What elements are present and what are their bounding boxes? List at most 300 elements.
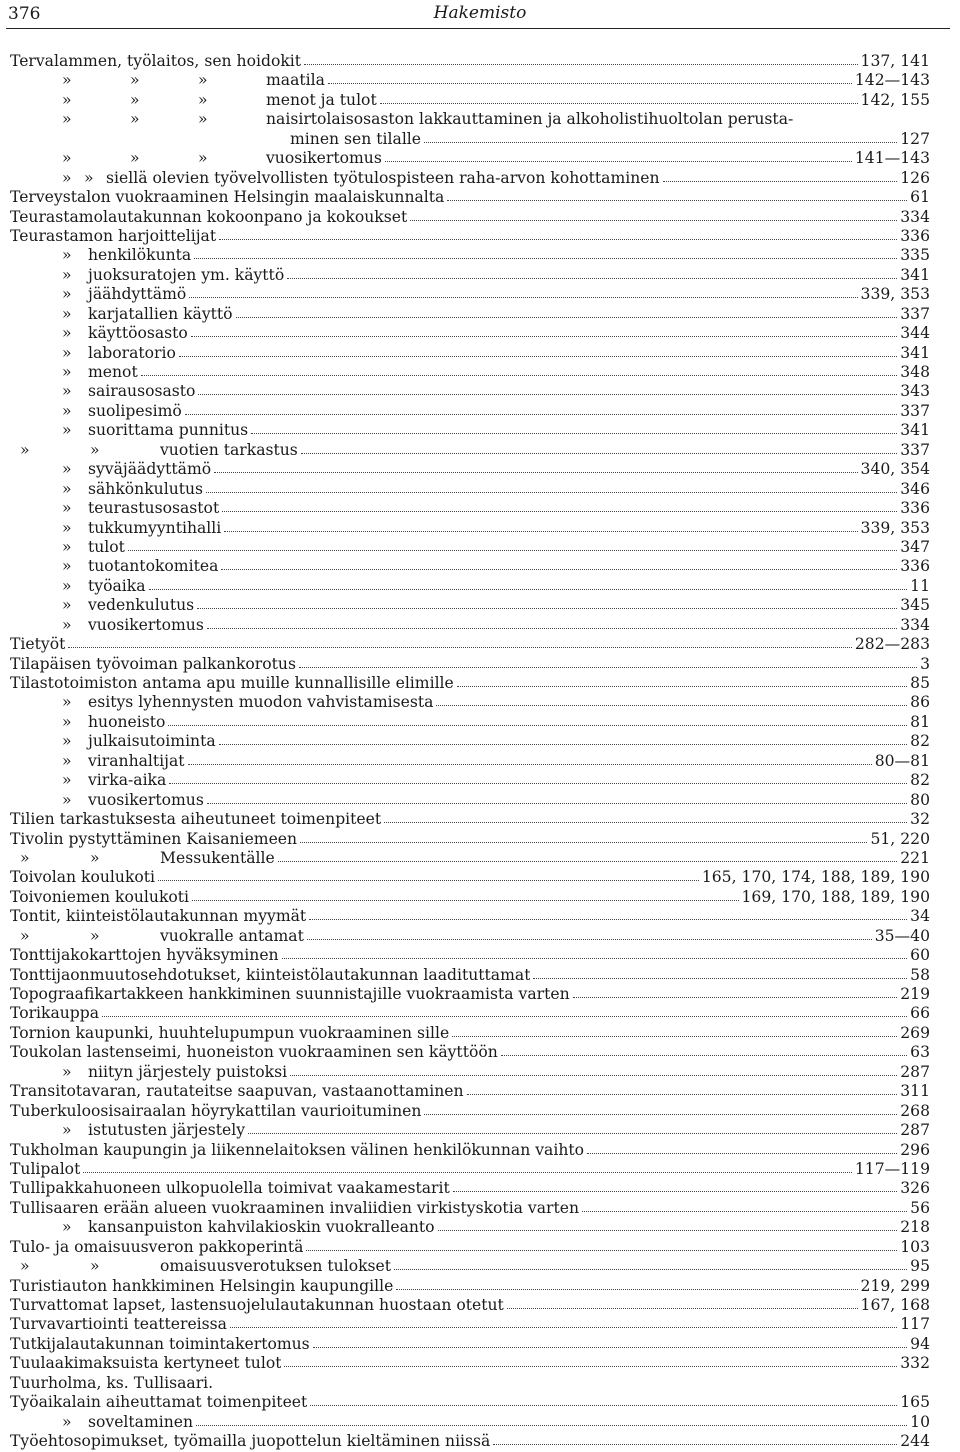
dot-leader <box>501 1043 907 1056</box>
page-reference: 82 <box>910 771 930 790</box>
dot-leader <box>192 888 738 901</box>
dot-leader <box>290 1063 897 1076</box>
dot-leader <box>300 830 867 843</box>
entry-text <box>10 1432 490 1451</box>
index-entry <box>10 1160 930 1179</box>
page-reference: 218 <box>900 1218 930 1237</box>
ditto-marks: » <box>62 712 72 731</box>
dot-leader <box>207 791 907 804</box>
entry-label: Transitotavaran, rautateitse saapuvan, vastaanottaminen <box>10 1082 464 1101</box>
entry-text <box>10 441 298 460</box>
entry-label: vedenkulutus <box>88 596 195 615</box>
dot-leader <box>304 52 857 65</box>
page-reference: 337 <box>900 440 930 459</box>
ditto-marks: » <box>62 421 72 440</box>
ditto-marks: » <box>62 557 72 576</box>
page-reference: 332 <box>900 1354 930 1373</box>
entry-text <box>10 557 218 576</box>
entry-text <box>10 985 570 1004</box>
ditto-marks: » <box>62 1062 72 1081</box>
dot-leader <box>230 1315 897 1328</box>
entry-text <box>10 1160 80 1179</box>
index-entry <box>10 285 930 304</box>
dot-leader <box>573 985 898 998</box>
entry-text <box>10 324 188 343</box>
page-reference: 117—119 <box>854 1159 930 1178</box>
ditto-marks: » <box>62 537 72 556</box>
entry-text <box>10 1043 498 1062</box>
ditto-marks: » » » <box>62 71 208 90</box>
entry-label: Tuberkuloosisairaalan höyrykattilan vaurioituminen <box>10 1101 422 1120</box>
index-entry <box>10 616 930 635</box>
entry-label: Tuurholma, ks. Tullisaari. <box>10 1373 214 1392</box>
entry-text <box>10 693 433 712</box>
entry-label: soveltaminen <box>88 1412 194 1431</box>
page-reference: 244 <box>900 1432 930 1451</box>
page-reference: 336 <box>900 226 930 245</box>
index-entry <box>10 830 930 849</box>
ditto-marks: » <box>62 771 72 790</box>
page-reference: 339, 353 <box>860 285 930 304</box>
dot-leader <box>214 460 857 473</box>
entry-text <box>10 1315 227 1334</box>
index-entry <box>10 693 930 712</box>
entry-text <box>10 1374 213 1393</box>
entry-label: Tivolin pystyttäminen Kaisaniemeen <box>10 829 298 848</box>
dot-leader <box>219 227 897 240</box>
entry-text <box>10 344 176 363</box>
dot-leader <box>424 1102 897 1115</box>
entry-text <box>10 1296 504 1315</box>
ditto-marks: » <box>62 479 72 498</box>
page-reference: 341 <box>900 343 930 362</box>
page-reference: 221 <box>900 848 930 867</box>
entry-text <box>10 1413 193 1432</box>
index-entry <box>10 421 930 440</box>
ditto-marks: » <box>62 460 72 479</box>
dot-leader <box>453 1179 897 1192</box>
index-entry <box>10 91 930 110</box>
index-entry <box>10 1354 930 1373</box>
page-reference: 165 <box>900 1393 930 1412</box>
entry-text <box>10 771 166 790</box>
page-reference: 142, 155 <box>860 90 930 109</box>
entry-text <box>10 1024 449 1043</box>
page-reference: 32 <box>910 810 930 829</box>
entry-text <box>10 810 381 829</box>
index-entry <box>10 1413 930 1432</box>
entry-label: esitys lyhennysten muodon vahvistamisesta <box>88 693 434 712</box>
entry-label: Tutkijalautakunnan toimintakertomus <box>10 1334 310 1353</box>
page-reference: 137, 141 <box>860 52 930 70</box>
dot-leader <box>310 1393 897 1406</box>
entry-text <box>10 616 204 635</box>
entry-label: Tonttijakokarttojen hyväksyminen <box>10 946 279 965</box>
dot-leader <box>587 1141 897 1154</box>
dot-leader <box>191 324 897 337</box>
page-number: 376 <box>8 4 41 24</box>
index-entry <box>10 266 930 285</box>
dot-leader <box>206 480 897 493</box>
entry-label: naisirtolaisosaston lakkauttaminen ja alkoholistihuoltolan perusta- <box>266 110 794 129</box>
entry-label: juoksuratojen ym. käyttö <box>88 265 285 284</box>
entry-label: virka-aika <box>88 771 167 790</box>
ditto-marks: » <box>62 518 72 537</box>
page-reference: 343 <box>900 382 930 401</box>
ditto-marks: » » <box>20 1257 100 1276</box>
ditto-marks: » <box>62 596 72 615</box>
dot-leader <box>410 208 897 221</box>
page-reference: 337 <box>900 401 930 420</box>
page-reference: 346 <box>900 479 930 498</box>
page-reference: 95 <box>910 1257 930 1276</box>
entry-label: viranhaltijat <box>88 751 185 770</box>
dot-leader <box>284 1354 897 1367</box>
index-entry <box>10 713 930 732</box>
entry-text <box>10 402 182 421</box>
dot-leader <box>533 966 907 979</box>
ditto-marks: » » <box>20 440 100 459</box>
page-reference: 34 <box>910 907 930 926</box>
entry-text <box>10 1238 303 1257</box>
entry-text <box>10 499 219 518</box>
entry-label: Työehtosopimukset, työmailla juopottelun kieltäminen niissä <box>10 1432 491 1451</box>
entry-text <box>10 635 65 654</box>
entry-text <box>10 1199 579 1218</box>
entry-label: vuotien tarkastus <box>160 440 298 459</box>
page-reference: 345 <box>900 596 930 615</box>
index-entry <box>10 732 930 751</box>
entry-text <box>10 946 279 965</box>
dot-leader <box>307 927 872 940</box>
index-entry <box>10 927 930 946</box>
index-entry <box>10 208 930 227</box>
index-entry <box>10 791 930 810</box>
entry-text <box>10 674 454 693</box>
ditto-marks: » <box>62 751 72 770</box>
page-reference: 337 <box>900 304 930 323</box>
dot-leader <box>149 577 908 590</box>
entry-label: Topograafikartakkeen hankkiminen suunnistajille vuokraamista varten <box>10 985 570 1003</box>
entry-label: Toukolan lastenseimi, huoneiston vuokraaminen sen käyttöön <box>10 1043 498 1062</box>
page-reference: 63 <box>910 1043 930 1062</box>
dot-leader <box>185 402 897 415</box>
entry-label: karjatallien käyttö <box>88 304 233 323</box>
entry-text <box>10 888 189 907</box>
page-reference: 341 <box>900 265 930 284</box>
index-entry <box>10 985 930 1004</box>
entry-label: käyttöosasto <box>88 324 188 343</box>
entry-text <box>10 927 304 946</box>
dot-leader <box>306 1238 897 1251</box>
index-entry <box>10 110 930 129</box>
entry-text <box>10 1335 310 1354</box>
entry-label: Tonttijaonmuutosehdotukset, kiinteistölautakunnan laadituttamat <box>10 965 531 984</box>
entry-text <box>10 1354 281 1373</box>
entry-text <box>10 110 793 129</box>
index-entry <box>10 305 930 324</box>
index-entry <box>10 1393 930 1412</box>
index-entry <box>10 1141 930 1160</box>
entry-label: omaisuusverotuksen tulokset <box>160 1257 392 1276</box>
entry-label: Tuulaakimaksuista kertyneet tulot <box>10 1354 282 1373</box>
index-entry <box>10 1102 930 1121</box>
index-entry <box>10 888 930 907</box>
page-reference: 287 <box>900 1121 930 1140</box>
index-entry <box>10 557 930 576</box>
entry-label: Teurastamon harjoittelijat <box>10 226 217 245</box>
dot-leader <box>582 1199 907 1212</box>
index-entry <box>10 1277 930 1296</box>
entry-text <box>10 1102 421 1121</box>
dot-leader <box>385 149 852 162</box>
entry-label: tukkumyyntihalli <box>88 518 222 537</box>
ditto-marks: » » » <box>62 149 208 168</box>
dot-leader <box>424 130 897 143</box>
entry-text <box>10 246 191 265</box>
ditto-marks: » <box>62 246 72 265</box>
page-reference: 126 <box>900 168 930 187</box>
entry-text <box>10 868 155 887</box>
page-reference: 85 <box>910 674 930 692</box>
index-entry <box>10 771 930 790</box>
ditto-marks: » <box>62 1218 72 1237</box>
entry-label: Tullisaaren erään alueen vuokraaminen invaliidien virkistyskotia varten <box>10 1198 580 1217</box>
entry-text <box>10 791 204 810</box>
entry-text <box>10 130 421 149</box>
page-reference: 66 <box>910 1004 930 1023</box>
index-entry <box>10 868 930 887</box>
entry-label: Terveystalon vuokraaminen Helsingin maalaiskunnalta <box>10 188 445 207</box>
page-reference: 340, 354 <box>860 460 930 479</box>
entry-label: laboratorio <box>88 343 176 362</box>
entry-text <box>10 480 203 499</box>
ditto-marks: » » <box>20 926 100 945</box>
index-entry <box>10 577 930 596</box>
dot-leader <box>663 169 898 182</box>
ditto-marks: » » » <box>62 110 208 129</box>
entry-label: tuotantokomitea <box>88 557 219 576</box>
index-entry <box>10 1296 930 1315</box>
page-reference: 80—81 <box>874 751 930 770</box>
index-entry <box>10 596 930 615</box>
dot-leader <box>380 91 858 104</box>
index-entry <box>10 402 930 421</box>
dot-leader <box>194 246 897 259</box>
page-reference: 61 <box>910 188 930 207</box>
entry-text <box>10 71 325 90</box>
entry-label: työaika <box>88 576 146 595</box>
entry-text <box>10 1063 287 1082</box>
entry-label: suorittama punnitus <box>88 421 249 440</box>
page-reference: 334 <box>900 207 930 226</box>
page-reference: 165, 170, 174, 188, 189, 190 <box>701 868 930 887</box>
page-reference: 219 <box>900 985 930 1003</box>
index-entry <box>10 344 930 363</box>
entry-label: tulot <box>88 537 125 556</box>
header-rule <box>6 28 950 29</box>
entry-label: niityn järjestely puistoksi <box>88 1062 288 1081</box>
index-entry <box>10 1043 930 1062</box>
index-entry <box>10 1257 930 1276</box>
ditto-marks: » <box>62 285 72 304</box>
index-entry <box>10 188 930 207</box>
entry-label: Toivolan koulukoti <box>10 868 156 887</box>
page-reference: 82 <box>910 732 930 751</box>
entry-label: Tornion kaupunki, huuhtelupumpun vuokraaminen sille <box>10 1023 450 1042</box>
entry-label: Torikauppa <box>10 1004 100 1023</box>
dot-leader <box>158 868 699 881</box>
entry-text <box>10 149 382 168</box>
index-entry <box>10 907 930 926</box>
dot-leader <box>236 305 898 318</box>
entry-label: Tulo- ja omaisuusveron pakkoperintä <box>10 1237 304 1256</box>
entry-text <box>10 1179 450 1198</box>
dot-leader <box>102 1004 907 1017</box>
page-reference: 348 <box>900 363 930 381</box>
ditto-marks: » <box>62 304 72 323</box>
entry-label: suolipesimö <box>88 401 182 420</box>
entry-label: vuokralle antamat <box>160 926 304 945</box>
dot-leader <box>128 538 897 551</box>
dot-leader <box>396 1277 857 1290</box>
entry-label: Tervalammen, työlaitos, sen hoidokit <box>10 52 302 70</box>
index-entry <box>10 227 930 246</box>
index-entry <box>10 849 930 868</box>
entry-label: Työaikalain aiheuttamat toimenpiteet <box>10 1393 308 1412</box>
page-reference: 169, 170, 188, 189, 190 <box>741 887 930 906</box>
dot-leader <box>189 285 857 298</box>
dot-leader <box>438 1218 898 1231</box>
entry-label: menot <box>88 363 138 381</box>
dot-leader <box>221 557 897 570</box>
dot-leader <box>309 907 907 920</box>
dot-leader <box>168 713 907 726</box>
entry-text <box>10 1393 307 1412</box>
entry-text <box>10 907 306 926</box>
entry-text <box>10 1218 435 1237</box>
ditto-marks: » <box>62 1121 72 1140</box>
ditto-marks: » <box>62 343 72 362</box>
entry-label: julkaisutoiminta <box>88 732 216 751</box>
page-reference: 141—143 <box>854 149 930 168</box>
ditto-marks: » <box>62 265 72 284</box>
index-entry <box>10 1121 930 1140</box>
entry-text <box>10 382 195 401</box>
entry-label: Turvavartiointi teattereissa <box>10 1315 227 1334</box>
page-reference: 51, 220 <box>870 829 930 848</box>
page-reference: 11 <box>910 576 930 595</box>
dot-leader <box>198 382 897 395</box>
page-reference: 60 <box>910 946 930 965</box>
page-reference: 339, 353 <box>860 518 930 537</box>
index-entry <box>10 169 930 188</box>
index-entry <box>10 1199 930 1218</box>
page-reference: 10 <box>910 1412 930 1431</box>
index-entry <box>10 1004 930 1023</box>
ditto-marks: » <box>62 401 72 420</box>
dot-leader <box>313 1335 907 1348</box>
page-reference: 336 <box>900 557 930 576</box>
entry-label: teurastusosastot <box>88 499 220 518</box>
page-reference: 167, 168 <box>860 1296 930 1314</box>
index-entry <box>10 1238 930 1257</box>
index-entry <box>10 149 930 168</box>
entry-text <box>10 732 216 751</box>
entry-text <box>10 596 194 615</box>
entry-text <box>10 1121 245 1140</box>
page-reference: 334 <box>900 615 930 634</box>
page-reference: 341 <box>900 421 930 440</box>
entry-label: vuosikertomus <box>266 149 382 168</box>
entry-label: Teurastamolautakunnan kokoonpano ja kokoukset <box>10 207 408 226</box>
entry-text <box>10 188 444 207</box>
dot-leader <box>196 1413 907 1426</box>
index-entry <box>10 1218 930 1237</box>
ditto-marks: » <box>62 363 72 381</box>
ditto-marks: » <box>62 499 72 518</box>
entry-label: syväjäädyttämö <box>88 460 212 479</box>
index-entry <box>10 1315 930 1334</box>
page-reference: 335 <box>900 246 930 265</box>
dot-leader <box>447 188 907 201</box>
page-reference: 282—283 <box>854 635 930 654</box>
entry-text <box>10 421 248 440</box>
ditto-marks: » <box>62 790 72 809</box>
entry-label: Turvattomat lapset, lastensuojelulautakunnan huostaan otetut <box>10 1296 504 1314</box>
entry-text <box>10 1141 584 1160</box>
index-entry <box>10 519 930 538</box>
entry-text <box>10 713 165 732</box>
page-reference: 56 <box>910 1198 930 1217</box>
entry-label: minen sen tilalle <box>290 129 422 148</box>
entry-label: Tulipalot <box>10 1159 81 1178</box>
dot-leader <box>224 519 857 532</box>
page-reference: 81 <box>910 712 930 731</box>
dot-leader <box>219 732 907 745</box>
entry-text <box>10 1004 99 1023</box>
entry-text <box>10 91 377 110</box>
ditto-marks: » » <box>20 848 100 867</box>
index-entries <box>10 52 930 1452</box>
ditto-marks <box>10 130 290 148</box>
entry-text <box>10 830 297 849</box>
dot-leader <box>169 771 907 784</box>
entry-text <box>10 460 211 479</box>
dot-leader <box>222 499 897 512</box>
dot-leader <box>452 1024 897 1037</box>
index-entry <box>10 810 930 829</box>
dot-leader <box>282 946 908 959</box>
entry-text <box>10 266 284 285</box>
running-head: Hakemisto <box>433 3 527 23</box>
dot-leader <box>197 596 897 609</box>
entry-label: vuosikertomus <box>88 790 204 809</box>
page-reference: 103 <box>900 1237 930 1256</box>
index-entry <box>10 1082 930 1101</box>
index-entry <box>10 460 930 479</box>
dot-leader <box>141 363 898 376</box>
entry-label: istutusten järjestely <box>88 1121 246 1140</box>
index-entry <box>10 655 930 674</box>
index-entry <box>10 752 930 771</box>
entry-text <box>10 519 221 538</box>
page-reference: 86 <box>910 693 930 712</box>
index-entry <box>10 966 930 985</box>
dot-leader <box>248 1121 897 1134</box>
index-entry <box>10 1432 930 1451</box>
dot-leader <box>507 1296 858 1309</box>
